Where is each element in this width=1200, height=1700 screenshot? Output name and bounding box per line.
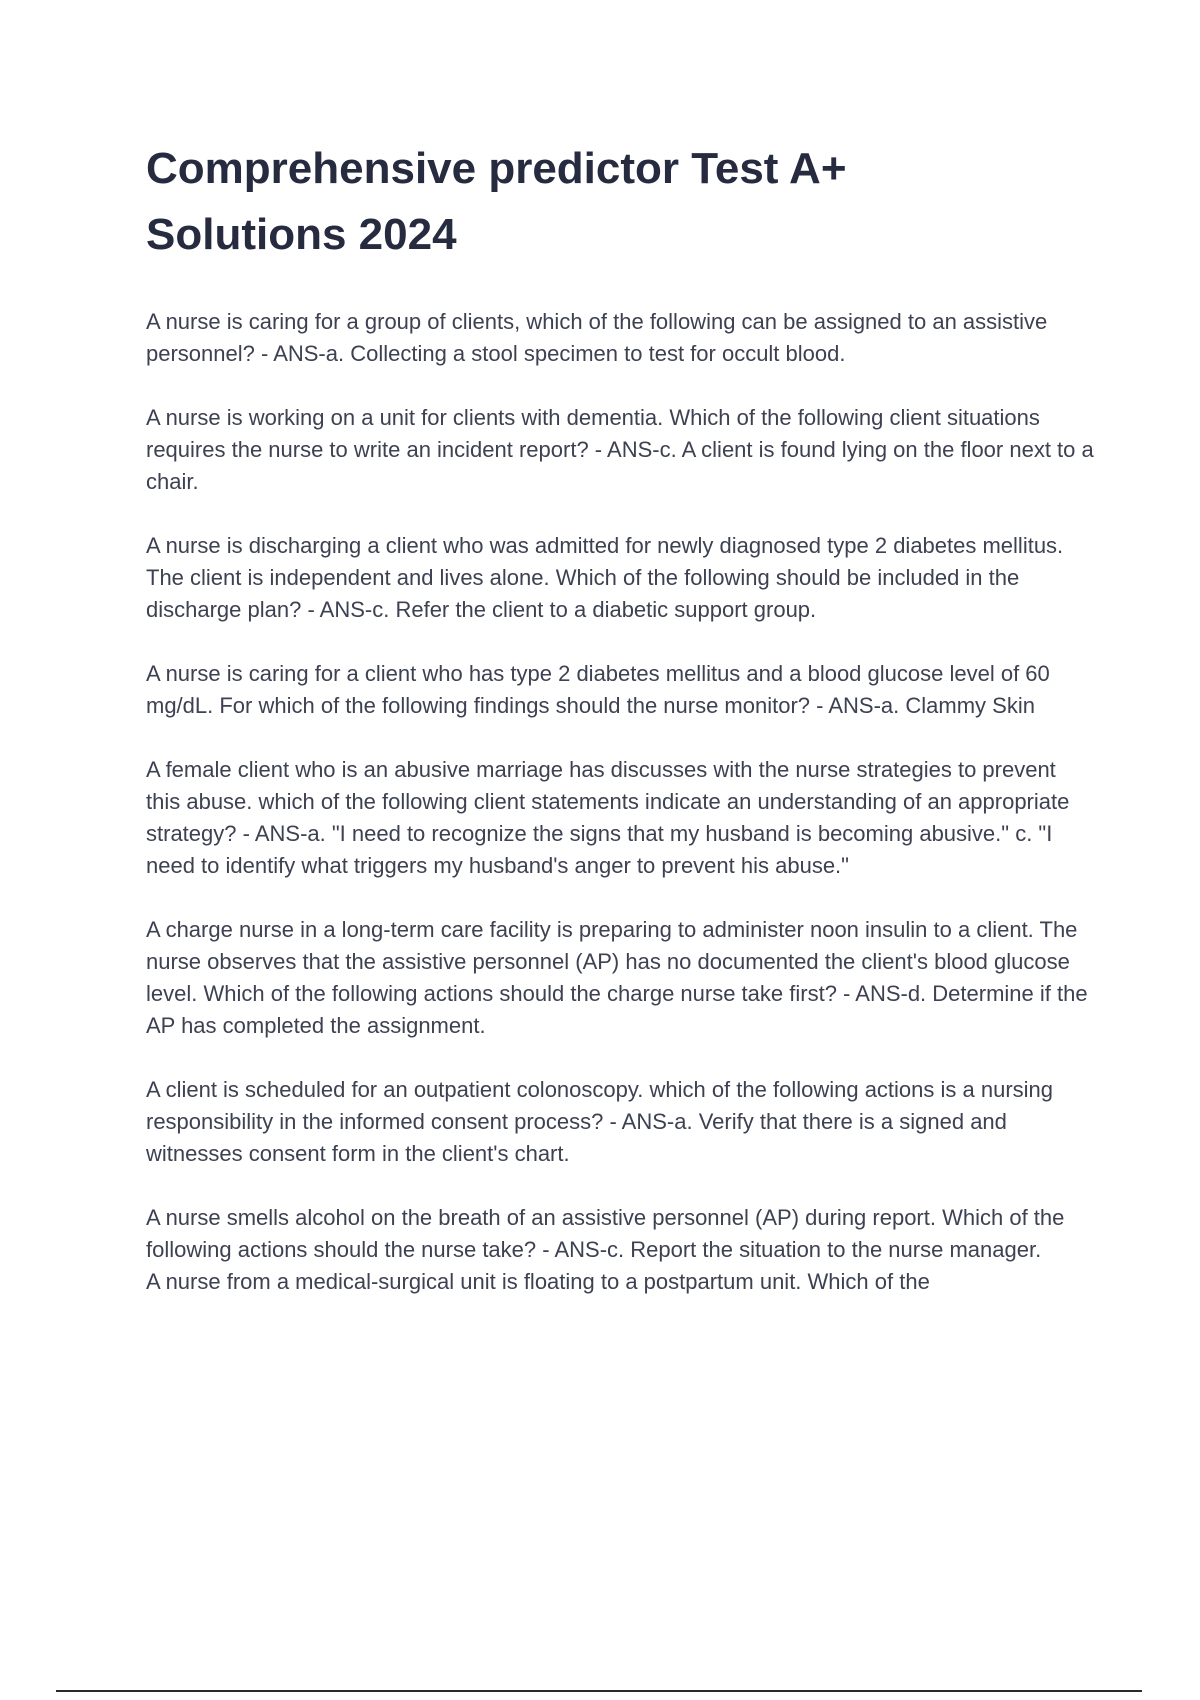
document-body	[146, 306, 1096, 1298]
qa-entry-truncated: A nurse from a medical-surgical unit is floating to a postpartum unit. Which of the	[146, 1269, 930, 1294]
document-title: Comprehensive predictor Test A+ Solutions 2024	[146, 144, 847, 259]
qa-entry: A female client who is an abusive marriage has discusses with the nurse strategies to prevent this abuse. which of the following client statements indicate an understanding of an appropriate strategy? - ANS-a. "I need to recognize the signs that my husband is becoming abusive." c. "I need to identify what triggers my husband's anger to prevent his abuse."	[146, 757, 1070, 878]
qa-entry: A client is scheduled for an outpatient colonoscopy. which of the following actions is a nursing responsibility in the informed consent process? - ANS-a. Verify that there is a signed and witnesses consent form in the client's chart.	[146, 1077, 1054, 1166]
qa-entry: A nurse is working on a unit for clients with dementia. Which of the following client situations requires the nurse to write an incident report? - ANS-c. A client is found lying on the floor next to a chair.	[146, 405, 1094, 494]
qa-entry: A nurse is caring for a group of clients, which of the following can be assigned to an assistive personnel? - ANS-a. Collecting a stool specimen to test for occult blood.	[146, 309, 1048, 366]
qa-entry: A nurse is caring for a client who has type 2 diabetes mellitus and a blood glucose level of 60 mg/dL. For which of the following findings should the nurse monitor? - ANS-a. Clammy Skin	[146, 661, 1050, 718]
qa-entry: A nurse is discharging a client who was admitted for newly diagnosed type 2 diabetes mellitus. The client is independent and lives alone. Which of the following should be included in the discharge plan? - ANS-c. Refer the client to a diabetic support group.	[146, 533, 1064, 622]
footer-divider	[56, 1690, 1142, 1692]
qa-entry: A nurse smells alcohol on the breath of an assistive personnel (AP) during report. Which of the following actions should the nurse take? - ANS-c. Report the situation to the nurse manager.	[146, 1205, 1065, 1262]
qa-entry: A charge nurse in a long-term care facility is preparing to administer noon insulin to a client. The nurse observes that the assistive personnel (AP) has no documented the client's blood glucose level. Which of the following actions should the charge nurse take first? - ANS-d. Determine if the AP has completed the assignment.	[146, 917, 1088, 1038]
